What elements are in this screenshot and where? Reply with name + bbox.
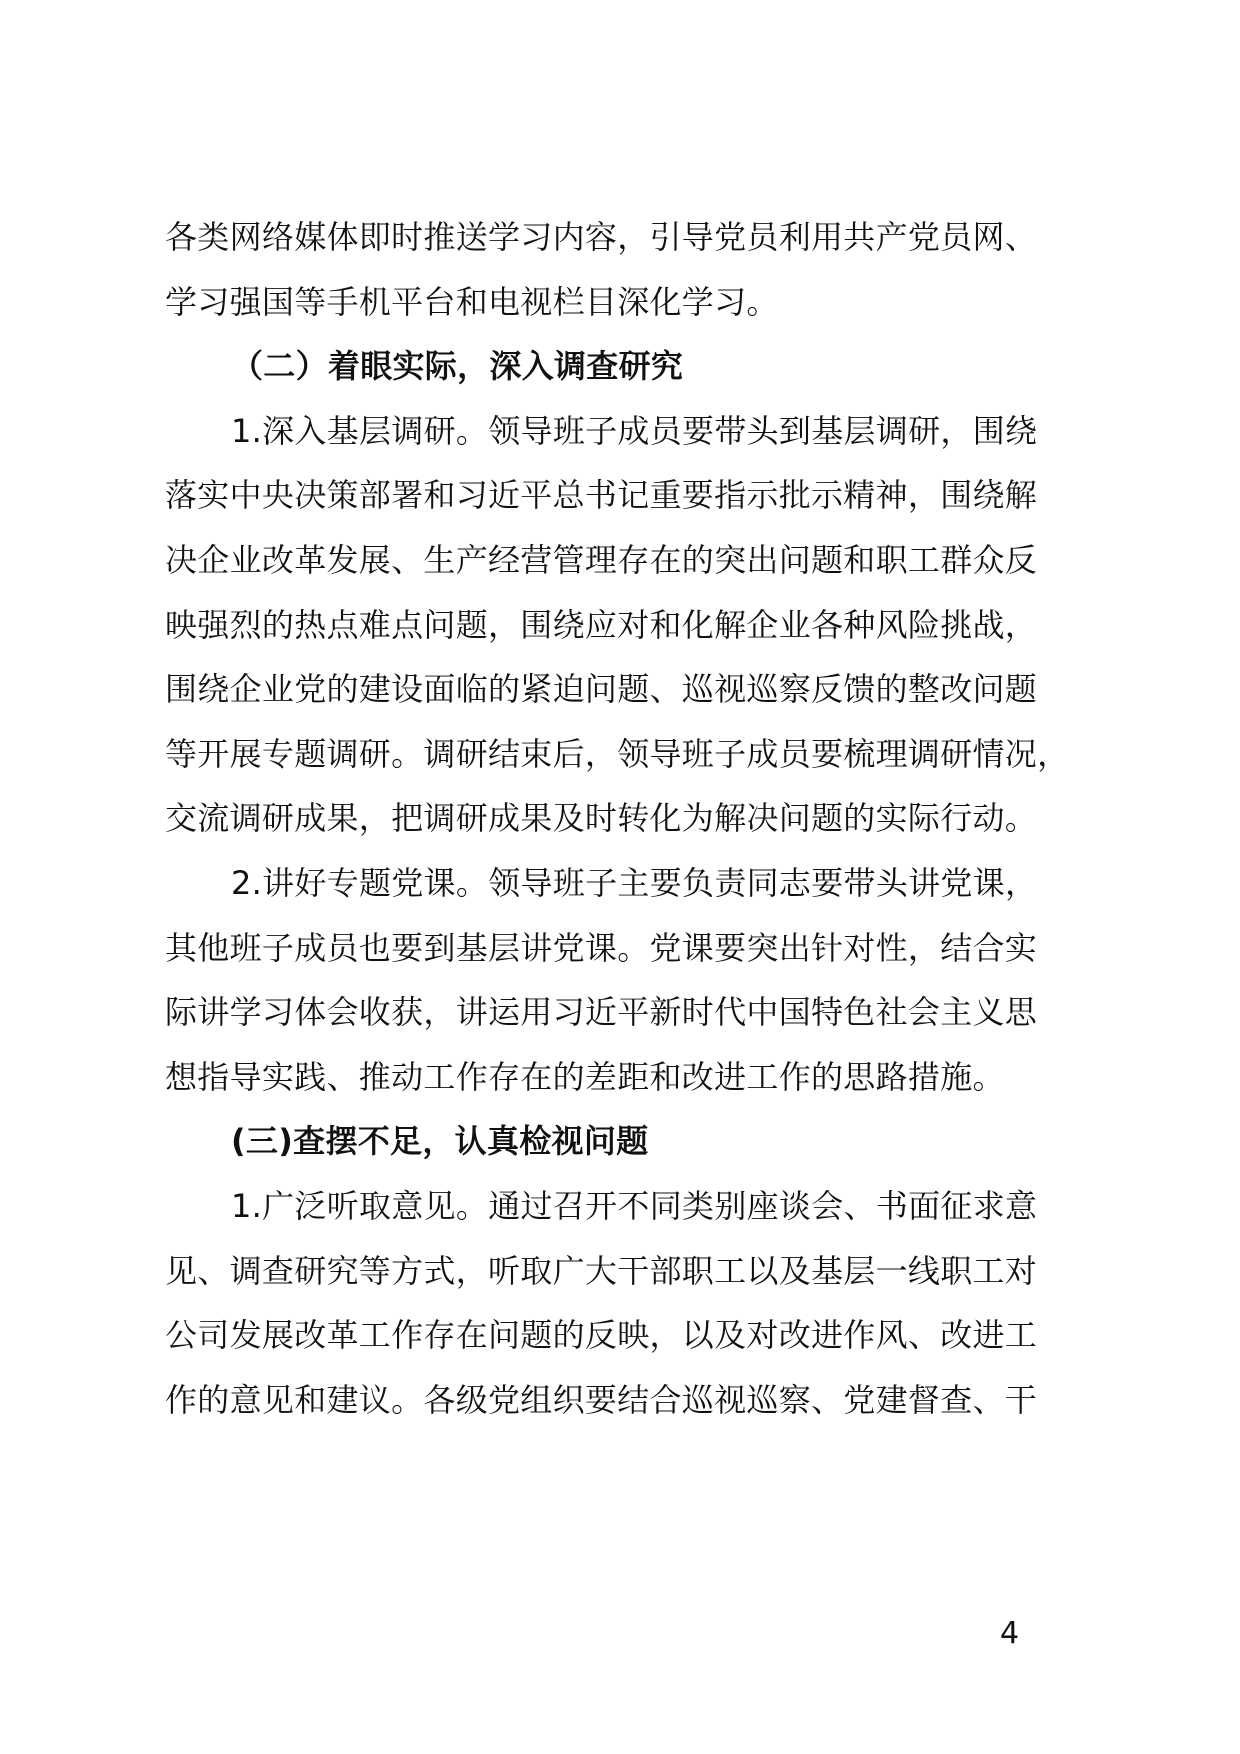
- paragraph-line: 围绕企业党的建设面临的紧迫问题、巡视巡察反馈的整改问题: [165, 670, 1038, 709]
- page-number: 4: [1000, 1616, 1020, 1651]
- body-text: [165, 205, 1095, 1432]
- paragraph-line: 见、调查研究等方式，听取广大干部职工以及基层一线职工对: [165, 1251, 1038, 1290]
- paragraph-line: 落实中央决策部署和习近平总书记重要指示批示精神，围绕解: [165, 476, 1038, 515]
- paragraph-line: 学习强国等手机平台和电视栏目深化学习。: [165, 282, 779, 321]
- paragraph-line: 2.讲好专题党课。领导班子主要负责同志要带头讲党课，: [231, 863, 1038, 902]
- section-heading: (三)查摆不足，认真检视问题: [231, 1122, 649, 1161]
- paragraph-line: 际讲学习体会收获，讲运用习近平新时代中国特色社会主义思: [165, 993, 1038, 1032]
- paragraph-line: 想指导实践、推动工作存在的差距和改进工作的思路措施。: [165, 1057, 1005, 1096]
- paragraph-line: 决企业改革发展、生产经营管理存在的突出问题和职工群众反: [165, 540, 1038, 579]
- paragraph-line: 交流调研成果，把调研成果及时转化为解决问题的实际行动。: [165, 799, 1038, 838]
- paragraph-line: 作的意见和建议。各级党组织要结合巡视巡察、党建督查、干: [165, 1380, 1038, 1419]
- paragraph-line: 其他班子成员也要到基层讲党课。党课要突出针对性，结合实: [165, 928, 1038, 967]
- paragraph-line: 1.广泛听取意见。通过召开不同类别座谈会、书面征求意: [231, 1186, 1038, 1225]
- paragraph-line: 1.深入基层调研。领导班子成员要带头到基层调研，围绕: [231, 411, 1038, 450]
- paragraph-line: 公司发展改革工作存在问题的反映，以及对改进作风、改进工: [165, 1316, 1038, 1355]
- paragraph-line: 映强烈的热点难点问题，围绕应对和化解企业各种风险挑战，: [165, 605, 1038, 644]
- section-heading: （二）着眼实际，深入调查研究: [231, 347, 684, 386]
- paragraph-line: 各类网络媒体即时推送学习内容，引导党员利用共产党员网、: [165, 218, 1038, 256]
- paragraph-line: 等开展专题调研。调研结束后，领导班子成员要梳理调研情况，: [165, 734, 1070, 773]
